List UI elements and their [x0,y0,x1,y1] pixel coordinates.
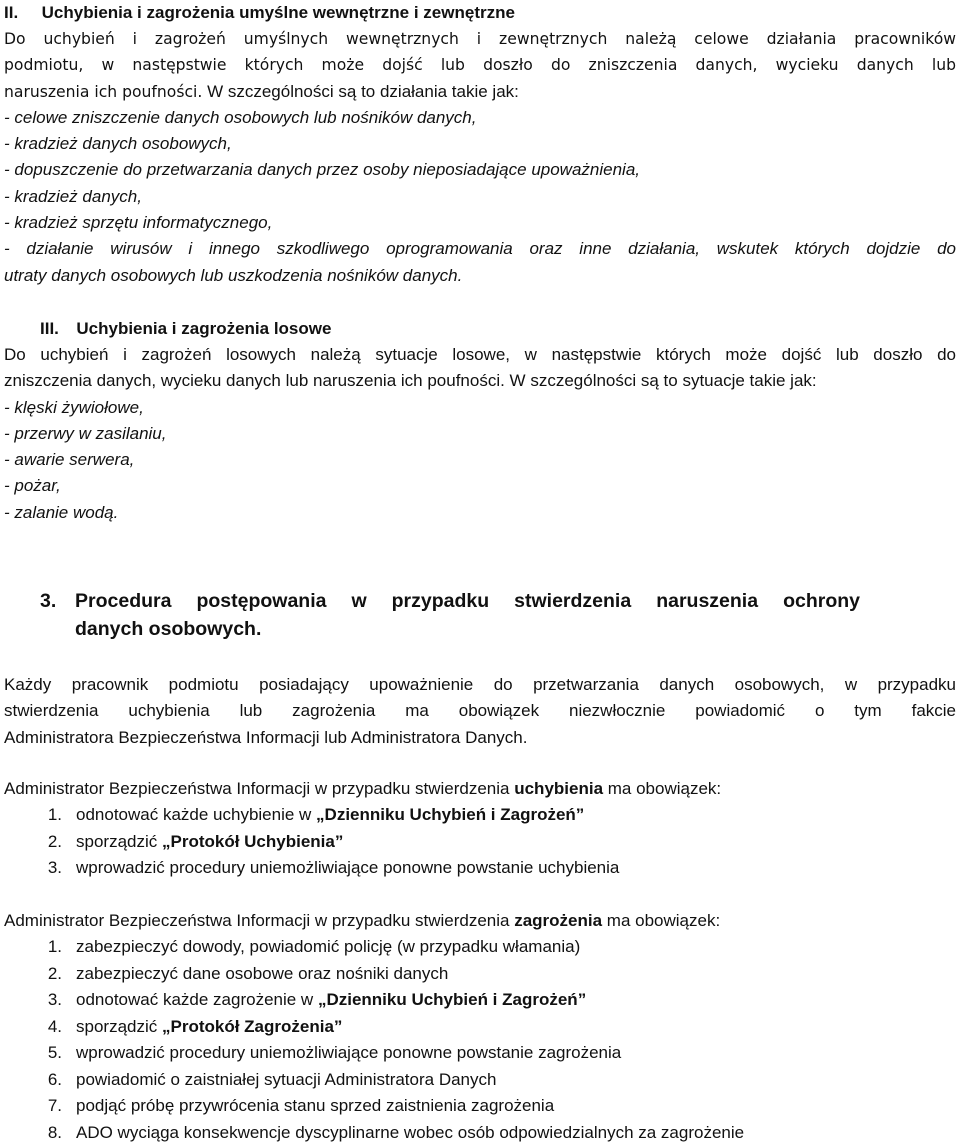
list-number: 6. [47,1069,62,1089]
paragraph-line: stwierdzenia uchybienia lub zagrożenia ma obowiązek niezwłocznie powiadomić o tym fakcie [4,701,956,721]
list-item: - zalanie wodą. [4,502,119,522]
list-text: sporządzić [76,1016,162,1036]
breach-duties [4,776,956,882]
section-iii-title: Uchybienia i zagrożenia losowe [76,319,332,338]
list-item: utraty danych osobowych lub uszkodzenia nośników danych. [4,265,463,285]
numbered-list-item [4,802,956,829]
threat-keyword: zagrożenia [514,911,603,930]
section-iii-number: III. [40,319,59,338]
list-bold-text: „Dzienniku Uchybień i Zagrożeń” [316,805,585,825]
list-text: odnotować każde uchybienie w [76,805,317,825]
numbered-list-item [4,961,956,988]
numbered-list-item [4,855,956,882]
section-iii-intro-line: Do uchybień i zagrożeń losowych należą sytuacje losowe, w następstwie których może dojść lub doszło do [4,345,956,364]
section-ii-intro-part: naruszenia ich poufności. [4,82,203,101]
section-ii-intro-part: W szczególności są to działania takie jak: [202,81,519,101]
list-number: 5. [47,1043,62,1063]
numbered-list-item [4,1014,956,1041]
list-item: - przerwy w zasilaniu, [4,423,167,443]
section-ii [4,0,956,289]
numbered-list-item [4,829,956,856]
list-item: - awarie serwera, [4,450,135,470]
list-text: zabezpieczyć dane osobowe oraz nośniki danych [76,963,449,983]
section-ii-number: II. [4,3,19,22]
list-bold-text: „Dzienniku Uchybień i Zagrożeń” [317,990,587,1010]
threat-tail-text: ma obowiązek: [602,911,721,930]
list-text: podjąć próbę przywrócenia stanu sprzed zaistnienia zagrożenia [76,1096,555,1116]
section-iii-intro-line: zniszczenia danych, wycieku danych lub naruszenia ich poufności. W szczególności są to sytuacje takie jak: [4,371,817,391]
section-ii-heading [4,0,956,26]
breach-tail-text: ma obowiązek: [603,779,722,798]
section-ii-title: Uchybienia i zagrożenia umyślne wewnętrzne i zewnętrzne [41,3,515,22]
list-bold-text: „Protokół Uchybienia” [161,831,344,851]
breach-lead-text: Administrator Bezpieczeństwa Informacji w przypadku stwierdzenia [4,779,515,798]
list-item: - kradzież danych osobowych, [4,134,232,154]
paragraph-line: Każdy pracownik podmiotu posiadający upoważnienie do przetwarzania danych osobowych, w przypadku [4,675,956,694]
list-text: powiadomić o zaistniałej sytuacji Administratora Danych [76,1069,497,1089]
numbered-list-item [4,934,956,961]
list-number: 2. [47,831,62,851]
list-number: 7. [47,1096,62,1116]
threat-duties-lead [4,908,956,934]
breach-keyword: uchybienia [514,779,604,798]
list-text: sporządzić [76,831,162,851]
procedure-paragraph [4,672,956,751]
list-text: ADO wyciąga konsekwencje dyscyplinarne wobec osób odpowiedzialnych za zagrożenie [76,1122,745,1142]
procedure-heading-line: danych osobowych. [75,618,262,640]
list-number: 1. [47,805,62,825]
procedure-heading-number: 3. [40,590,57,612]
list-number: 4. [47,1016,62,1036]
numbered-list-item [4,1120,956,1147]
procedure-heading-text [75,587,860,643]
paragraph-line: Administratora Bezpieczeństwa Informacji lub Administratora Danych. [4,727,528,747]
list-item: - kradzież sprzętu informatycznego, [4,213,273,233]
section-iii-heading [4,316,956,342]
numbered-list-item [4,1093,956,1120]
section-ii-intro-line: Do uchybień i zagrożeń umyślnych wewnętrznych i zewnętrznych należą celowe działania pracowników [4,30,956,48]
list-number: 3. [47,990,62,1010]
threat-duties [4,908,956,1146]
section-ii-intro-line [4,79,956,105]
numbered-list-item [4,1040,956,1067]
numbered-list-item [4,1067,956,1094]
list-text: wprowadzić procedury uniemożliwiające ponowne powstanie uchybienia [76,858,620,878]
procedure-heading-line: Procedura postępowania w przypadku stwierdzenia naruszenia ochrony [75,590,860,612]
breach-duties-list [4,802,956,882]
list-item: - działanie wirusów i innego szkodliwego oprogramowania oraz inne działania, wskutek których dojdzie do [4,239,956,259]
list-text: odnotować każde zagrożenie w [76,990,318,1010]
list-item: - dopuszczenie do przetwarzania danych przez osoby nieposiadające upoważnienia, [4,160,641,180]
list-number: 1. [47,937,62,957]
list-number: 2. [47,963,62,983]
list-item: - kradzież danych, [4,186,142,206]
list-item: - celowe zniszczenie danych osobowych lub nośników danych, [4,107,477,127]
section-iii [4,316,956,526]
threat-duties-list [4,934,956,1146]
list-bold-text: „Protokół Zagrożenia” [161,1016,343,1036]
threat-lead-text: Administrator Bezpieczeństwa Informacji w przypadku stwierdzenia [4,911,515,930]
list-item: - klęski żywiołowe, [4,397,144,417]
list-text: wprowadzić procedury uniemożliwiające ponowne powstanie zagrożenia [76,1043,622,1063]
numbered-list-item [4,987,956,1014]
list-number: 3. [47,858,62,878]
section-ii-intro-line: podmiotu, w następstwie których może dojść lub doszło do zniszczenia danych, wycieku danych lub [4,56,956,75]
list-text: zabezpieczyć dowody, powiadomić policję (w przypadku włamania) [76,937,581,957]
list-number: 8. [47,1122,62,1142]
breach-duties-lead [4,776,956,802]
list-item: - pożar, [4,476,61,496]
